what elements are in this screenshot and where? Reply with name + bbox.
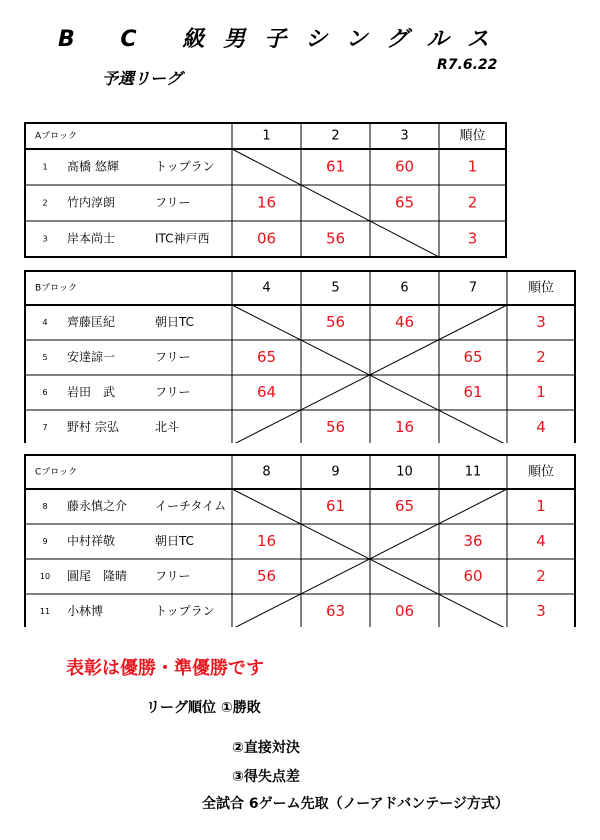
match-score: 61 <box>325 497 346 515</box>
player-club: 朝日TC <box>155 534 195 548</box>
match-score: 60 <box>463 567 483 585</box>
match-score: 06 <box>394 602 415 620</box>
player-rank: 4 <box>536 418 546 436</box>
player-name: 岩田 武 <box>67 385 116 399</box>
match-score: 16 <box>394 418 415 436</box>
column-header: 9 <box>331 464 340 480</box>
match-score: 63 <box>325 602 346 620</box>
player-rank: 3 <box>536 313 546 331</box>
page-subtitle: 予選リーグ <box>102 69 183 88</box>
column-header: 3 <box>400 128 409 144</box>
player-number: 10 <box>39 572 51 581</box>
player-number: 5 <box>42 353 48 362</box>
award-note: 表彰は優勝・準優勝です <box>66 658 264 679</box>
block-c-table <box>0 452 600 627</box>
player-number: 6 <box>42 388 48 397</box>
match-score: 65 <box>394 497 415 515</box>
page-title: B C 級男子シングルス <box>58 27 508 52</box>
player-name: 野村 宗弘 <box>67 420 119 434</box>
player-number: 11 <box>39 607 51 616</box>
match-score: 16 <box>256 193 277 212</box>
match-score: 56 <box>325 313 346 331</box>
rank-header: 順位 <box>459 128 486 144</box>
match-score: 65 <box>394 193 415 212</box>
player-rank: 1 <box>536 497 546 515</box>
match-score: 56 <box>256 567 277 585</box>
player-club: ITC神戸西 <box>155 231 210 246</box>
match-score: 61 <box>325 157 346 176</box>
match-score: 36 <box>463 532 483 550</box>
player-number: 2 <box>42 198 48 208</box>
column-header: 11 <box>464 464 482 480</box>
player-club: フリー <box>155 569 191 583</box>
match-score: 56 <box>325 418 346 436</box>
player-rank: 2 <box>536 348 546 366</box>
player-rank: 2 <box>467 193 478 212</box>
match-score: 65 <box>256 348 277 366</box>
player-number: 1 <box>42 162 48 172</box>
player-rank: 4 <box>536 532 546 550</box>
column-header: 10 <box>396 464 413 480</box>
player-name: 竹内淳朗 <box>67 195 116 210</box>
column-header: 1 <box>262 128 271 144</box>
match-score: 60 <box>394 157 415 176</box>
match-score: 65 <box>463 348 483 366</box>
block-b-table <box>0 268 600 443</box>
player-club: 北斗 <box>155 420 180 434</box>
column-header: 2 <box>331 128 340 144</box>
player-rank: 2 <box>536 567 546 585</box>
rank-header: 順位 <box>527 280 555 296</box>
player-name: 中村祥敬 <box>67 534 116 548</box>
column-header: 5 <box>331 280 340 296</box>
player-rank: 1 <box>467 157 478 176</box>
match-format-note: 全試合 6ゲーム先取（ノーアドバンテージ方式） <box>202 796 509 812</box>
match-score: 61 <box>463 383 483 401</box>
match-score: 16 <box>256 532 277 550</box>
player-number: 4 <box>42 318 48 327</box>
block-name: Aブロック <box>35 131 77 142</box>
match-score: 56 <box>325 229 346 248</box>
player-name: 齊藤匡紀 <box>67 315 116 329</box>
player-club: トップラン <box>155 159 215 174</box>
match-score: 64 <box>256 383 277 401</box>
column-header: 7 <box>468 280 478 296</box>
player-number: 7 <box>42 423 48 432</box>
player-club: フリー <box>155 195 191 210</box>
rank-rule-1: リーグ順位 ①勝敗 <box>146 700 261 716</box>
player-number: 3 <box>42 234 48 244</box>
column-header: 6 <box>400 280 409 296</box>
column-header: 4 <box>262 280 271 296</box>
block-name: Bブロック <box>35 283 77 294</box>
player-name: 髙橋 悠輝 <box>67 159 119 174</box>
player-club: フリー <box>155 385 191 399</box>
block-a-table <box>0 120 600 260</box>
rank-rule-2: ②直接対決 <box>232 740 300 756</box>
block-name: Cブロック <box>35 467 78 478</box>
event-date: R7.6.22 <box>437 57 498 73</box>
player-name: 岸本尚士 <box>67 231 116 246</box>
match-score: 06 <box>256 229 277 248</box>
player-number: 8 <box>42 502 48 511</box>
player-club: 朝日TC <box>155 315 195 329</box>
player-name: 圓尾 隆晴 <box>67 569 128 583</box>
player-rank: 3 <box>467 229 478 248</box>
player-club: フリー <box>155 350 191 364</box>
player-name: 藤永慎之介 <box>67 499 128 513</box>
rank-header: 順位 <box>527 464 555 480</box>
player-rank: 3 <box>536 602 546 620</box>
player-name: 小林博 <box>67 604 104 618</box>
player-club: トップラン <box>155 604 215 618</box>
rank-rule-3: ③得失点差 <box>232 769 300 785</box>
player-name: 安達諒一 <box>67 350 116 364</box>
player-club: イーチタイム <box>155 499 227 513</box>
match-score: 46 <box>394 313 415 331</box>
player-rank: 1 <box>536 383 546 401</box>
player-number: 9 <box>42 537 48 546</box>
column-header: 8 <box>262 464 271 480</box>
